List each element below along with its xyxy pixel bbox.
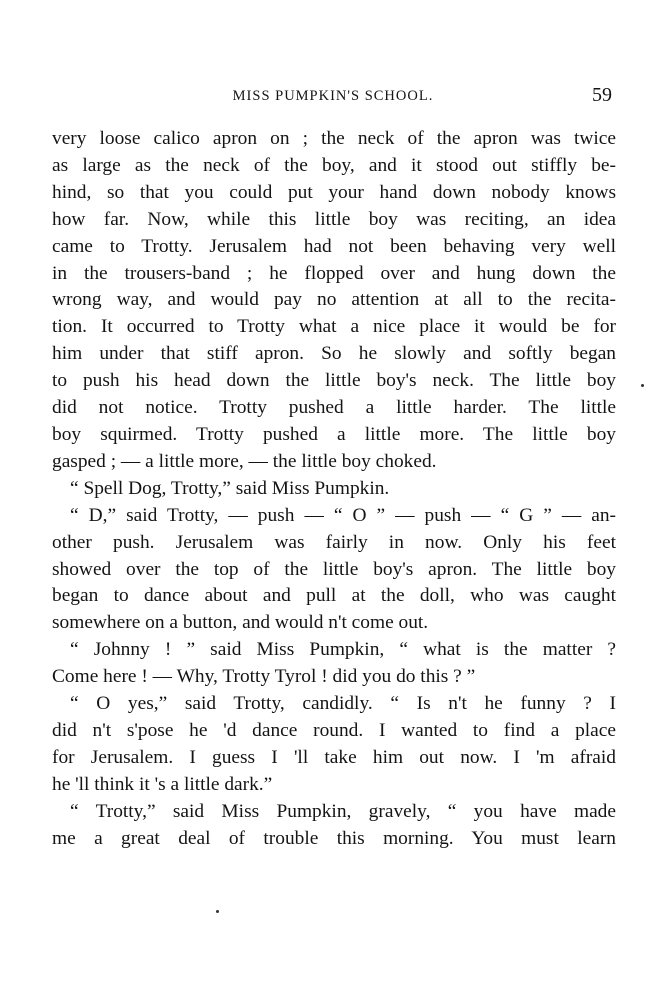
text-line: tion. It occurred to Trotty what a nice place it would be for <box>52 316 616 338</box>
text-line: “ Trotty,” said Miss Pumpkin, gravely, “ you have made <box>70 800 616 822</box>
paragraph <box>52 126 616 476</box>
text-line: in the trousers-band ; he flopped over and hung down the <box>52 262 616 284</box>
text-line: began to dance about and pull at the doll, who was caught <box>52 585 616 607</box>
paragraph <box>52 476 616 503</box>
running-title: MISS PUMPKIN'S SCHOOL. <box>232 88 434 104</box>
page-number: 59 <box>592 84 612 106</box>
ink-speck <box>216 910 219 913</box>
text-line: did not notice. Trotty pushed a little harder. The little <box>52 397 616 419</box>
body-text <box>52 126 616 852</box>
text-line: boy squirmed. Trotty pushed a little more. The little boy <box>52 423 616 445</box>
paragraph <box>52 799 616 853</box>
text-line: came to Trotty. Jerusalem had not been behaving very well <box>52 235 616 257</box>
text-line: somewhere on a button, and would n't come out. <box>52 612 429 634</box>
text-line: hind, so that you could put your hand down nobody knows <box>52 181 616 203</box>
text-line: showed over the top of the little boy's apron. The little boy <box>52 558 616 580</box>
text-line: to push his head down the little boy's neck. The little boy <box>52 370 616 392</box>
text-line: “ Spell Dog, Trotty,” said Miss Pumpkin. <box>70 477 390 499</box>
text-line: Come here ! — Why, Trotty Tyrol ! did you do this ? ” <box>52 666 476 688</box>
text-line: for Jerusalem. I guess I 'll take him out now. I 'm afraid <box>52 746 616 768</box>
text-line: he 'll think it 's a little dark.” <box>52 773 273 795</box>
text-line: wrong way, and would pay no attention at all to the recita- <box>52 289 616 311</box>
text-line: “ O yes,” said Trotty, candidly. “ Is n't he funny ? I <box>70 693 616 715</box>
text-line: “ D,” said Trotty, — push — “ O ” — push — “ G ” — an- <box>70 504 616 526</box>
text-line: as large as the neck of the boy, and it stood out stiffly be- <box>52 154 616 176</box>
paragraph <box>52 691 616 799</box>
running-head <box>52 84 614 110</box>
text-line: how far. Now, while this little boy was reciting, an idea <box>52 208 616 230</box>
text-line: gasped ; — a little more, — the little boy choked. <box>52 450 437 472</box>
text-line: other push. Jerusalem was fairly in now. Only his feet <box>52 531 616 553</box>
paragraph <box>52 637 616 691</box>
text-line: did n't s'pose he 'd dance round. I wanted to find a place <box>52 719 616 741</box>
text-line: me a great deal of trouble this morning. You must learn <box>52 827 616 849</box>
text-line: very loose calico apron on ; the neck of the apron was twice <box>52 128 616 149</box>
text-line: him under that stiff apron. So he slowly and softly began <box>52 343 616 365</box>
ink-speck <box>641 384 644 387</box>
text-line: “ Johnny ! ” said Miss Pumpkin, “ what is the matter ? <box>70 639 616 661</box>
paragraph <box>52 503 616 638</box>
